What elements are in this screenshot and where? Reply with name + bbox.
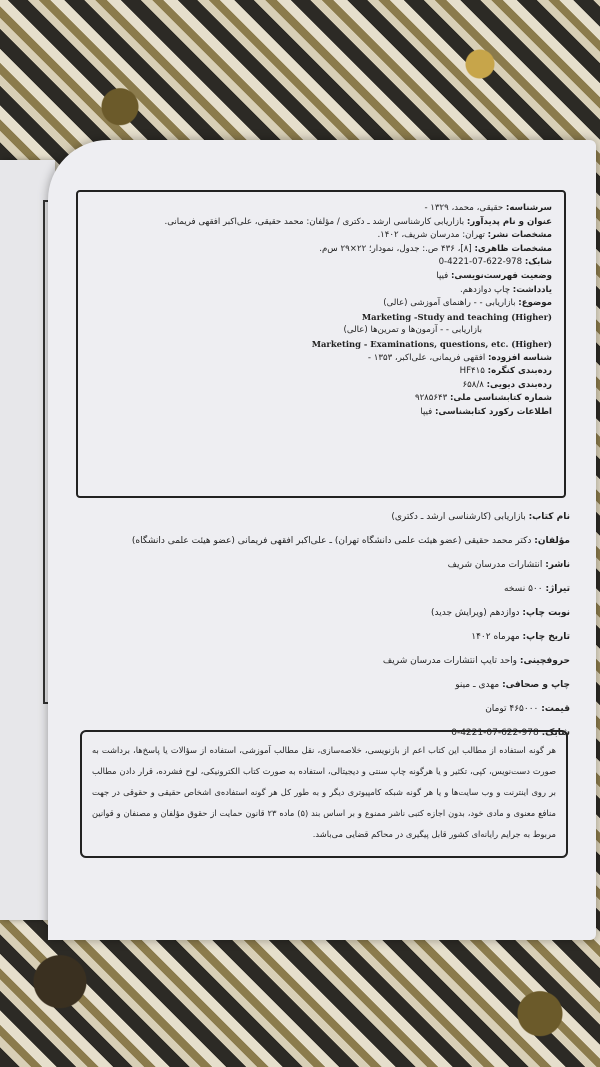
catalog-row-national-number: شماره کتابشناسی ملی: ۹۲۸۵۶۴۳ (414, 393, 552, 404)
catalog-row-title: عنوان و نام پدیدآور: بازاریابی کارشناسی ارشد ـ دکتری / مؤلفان: محمد حقیقی، علی‌اکبر افقهی فریمانی. (164, 216, 552, 227)
info-edition: نوبت چاپ: دوازدهم (ویرایش جدید) (431, 608, 570, 618)
cataloging-box (76, 190, 566, 498)
info-printing-binding: چاپ و صحافی: مهدی ـ مینو (455, 680, 570, 690)
left-page-edge (0, 160, 55, 920)
copyright-page (48, 140, 596, 940)
catalog-row-record-info: اطلاعات رکورد کتابشناسی: فیپا (420, 406, 552, 417)
info-book-name: نام کتاب: بازاریابی (کارشناسی ارشد ـ دکتری) (391, 512, 570, 522)
info-typesetting: حروفچینی: واحد تایپ انتشارات مدرسان شریف (382, 656, 570, 666)
catalog-row-publication: مشخصات نشر: تهران: مدرسان شریف، ۱۴۰۲. (377, 230, 552, 241)
catalog-row-isbn: شابک: 978-622-07-4221-0 (438, 257, 552, 268)
catalog-row-subject-en-1: Marketing -Study and teaching (Higher) (361, 311, 552, 322)
catalog-row-lc-class: رده‌بندی کنگره: HF۴۱۵ (459, 366, 552, 377)
catalog-row-status: وضعیت فهرست‌نویسی: فیپا (436, 270, 552, 281)
info-publisher: ناشر: انتشارات مدرسان شریف (447, 560, 570, 570)
info-isbn: شابک: 978-622-07-4221-0 (451, 728, 570, 738)
copyright-notice (80, 730, 568, 858)
catalog-row-physical: مشخصات ظاهری: [۸]، ۴۳۶ ص.: جدول، نمودار؛ ۲۲×۲۹ س‌م. (319, 243, 552, 254)
info-print-date: تاریخ چاپ: مهرماه ۱۴۰۲ (471, 632, 570, 642)
catalog-row-subject-en-2: Marketing - Examinations, questions, etc. (Higher) (311, 338, 552, 349)
catalog-row-added-entry: شناسه افزوده: افقهی فریمانی، علی‌اکبر، ۱۳۵۳ - (367, 352, 552, 363)
catalog-row-subject-2: بازاریابی - - آزمون‌ها و تمرین‌ها (عالی) (343, 325, 482, 336)
catalog-row-note: یادداشت: چاپ دوازدهم. (459, 284, 552, 295)
info-print-run: تیراژ: ۵۰۰ نسخه (504, 584, 570, 594)
info-price: قیمت: ۴۶۵۰۰۰ تومان (485, 704, 570, 714)
info-authors: مؤلفان: دکتر محمد حقیقی (عضو هیئت علمی دانشگاه تهران) ـ علی‌اکبر افقهی فریمانی (عضو هیئت علمی دانشگاه) (131, 536, 570, 546)
book-info (70, 505, 570, 745)
catalog-row-author: سرشناسه: حقیقی، محمد، ۱۳۲۹ - (424, 203, 552, 213)
copyright-notice-text: هر گونه استفاده از مطالب این کتاب اعم از بازنویسی، خلاصه‌سازی، نقل مطالب آموزشی، استفاده از سؤالات یا پاسخ‌ها، برداشت به صورت دست‌نویس، کپی، تکثیر و یا هرگونه چاپ سنتی و دیجیتالی، استفاده به صورت کتاب الکترونیکی، لوح فشرده، قرار دادن مطالب بر روی اینترنت و وب سایت‌ها و یا هر گونه شبکه کامپیوتری دیگر و به طور کل هر گونه استفاده‌ی اشخاص حقیقی و حقوقی در جهت منافع معنوی و مادی خود، بدون اجازه کتبی ناشر ممنوع و بر اساس بند (۵) ماده ۲۳ قانون حمایت از حقوق مؤلفان و مصنفان و قوانین مربوط به جرایم رایانه‌ای کشور قابل پیگیری در محاکم قضایی می‌باشد. (92, 745, 557, 839)
catalog-row-dewey: رده‌بندی دیویی: ۶۵۸/۸ (462, 379, 552, 390)
catalog-row-subject: موضوع: بازاریابی - - راهنمای آموزشی (عالی) (383, 298, 552, 309)
